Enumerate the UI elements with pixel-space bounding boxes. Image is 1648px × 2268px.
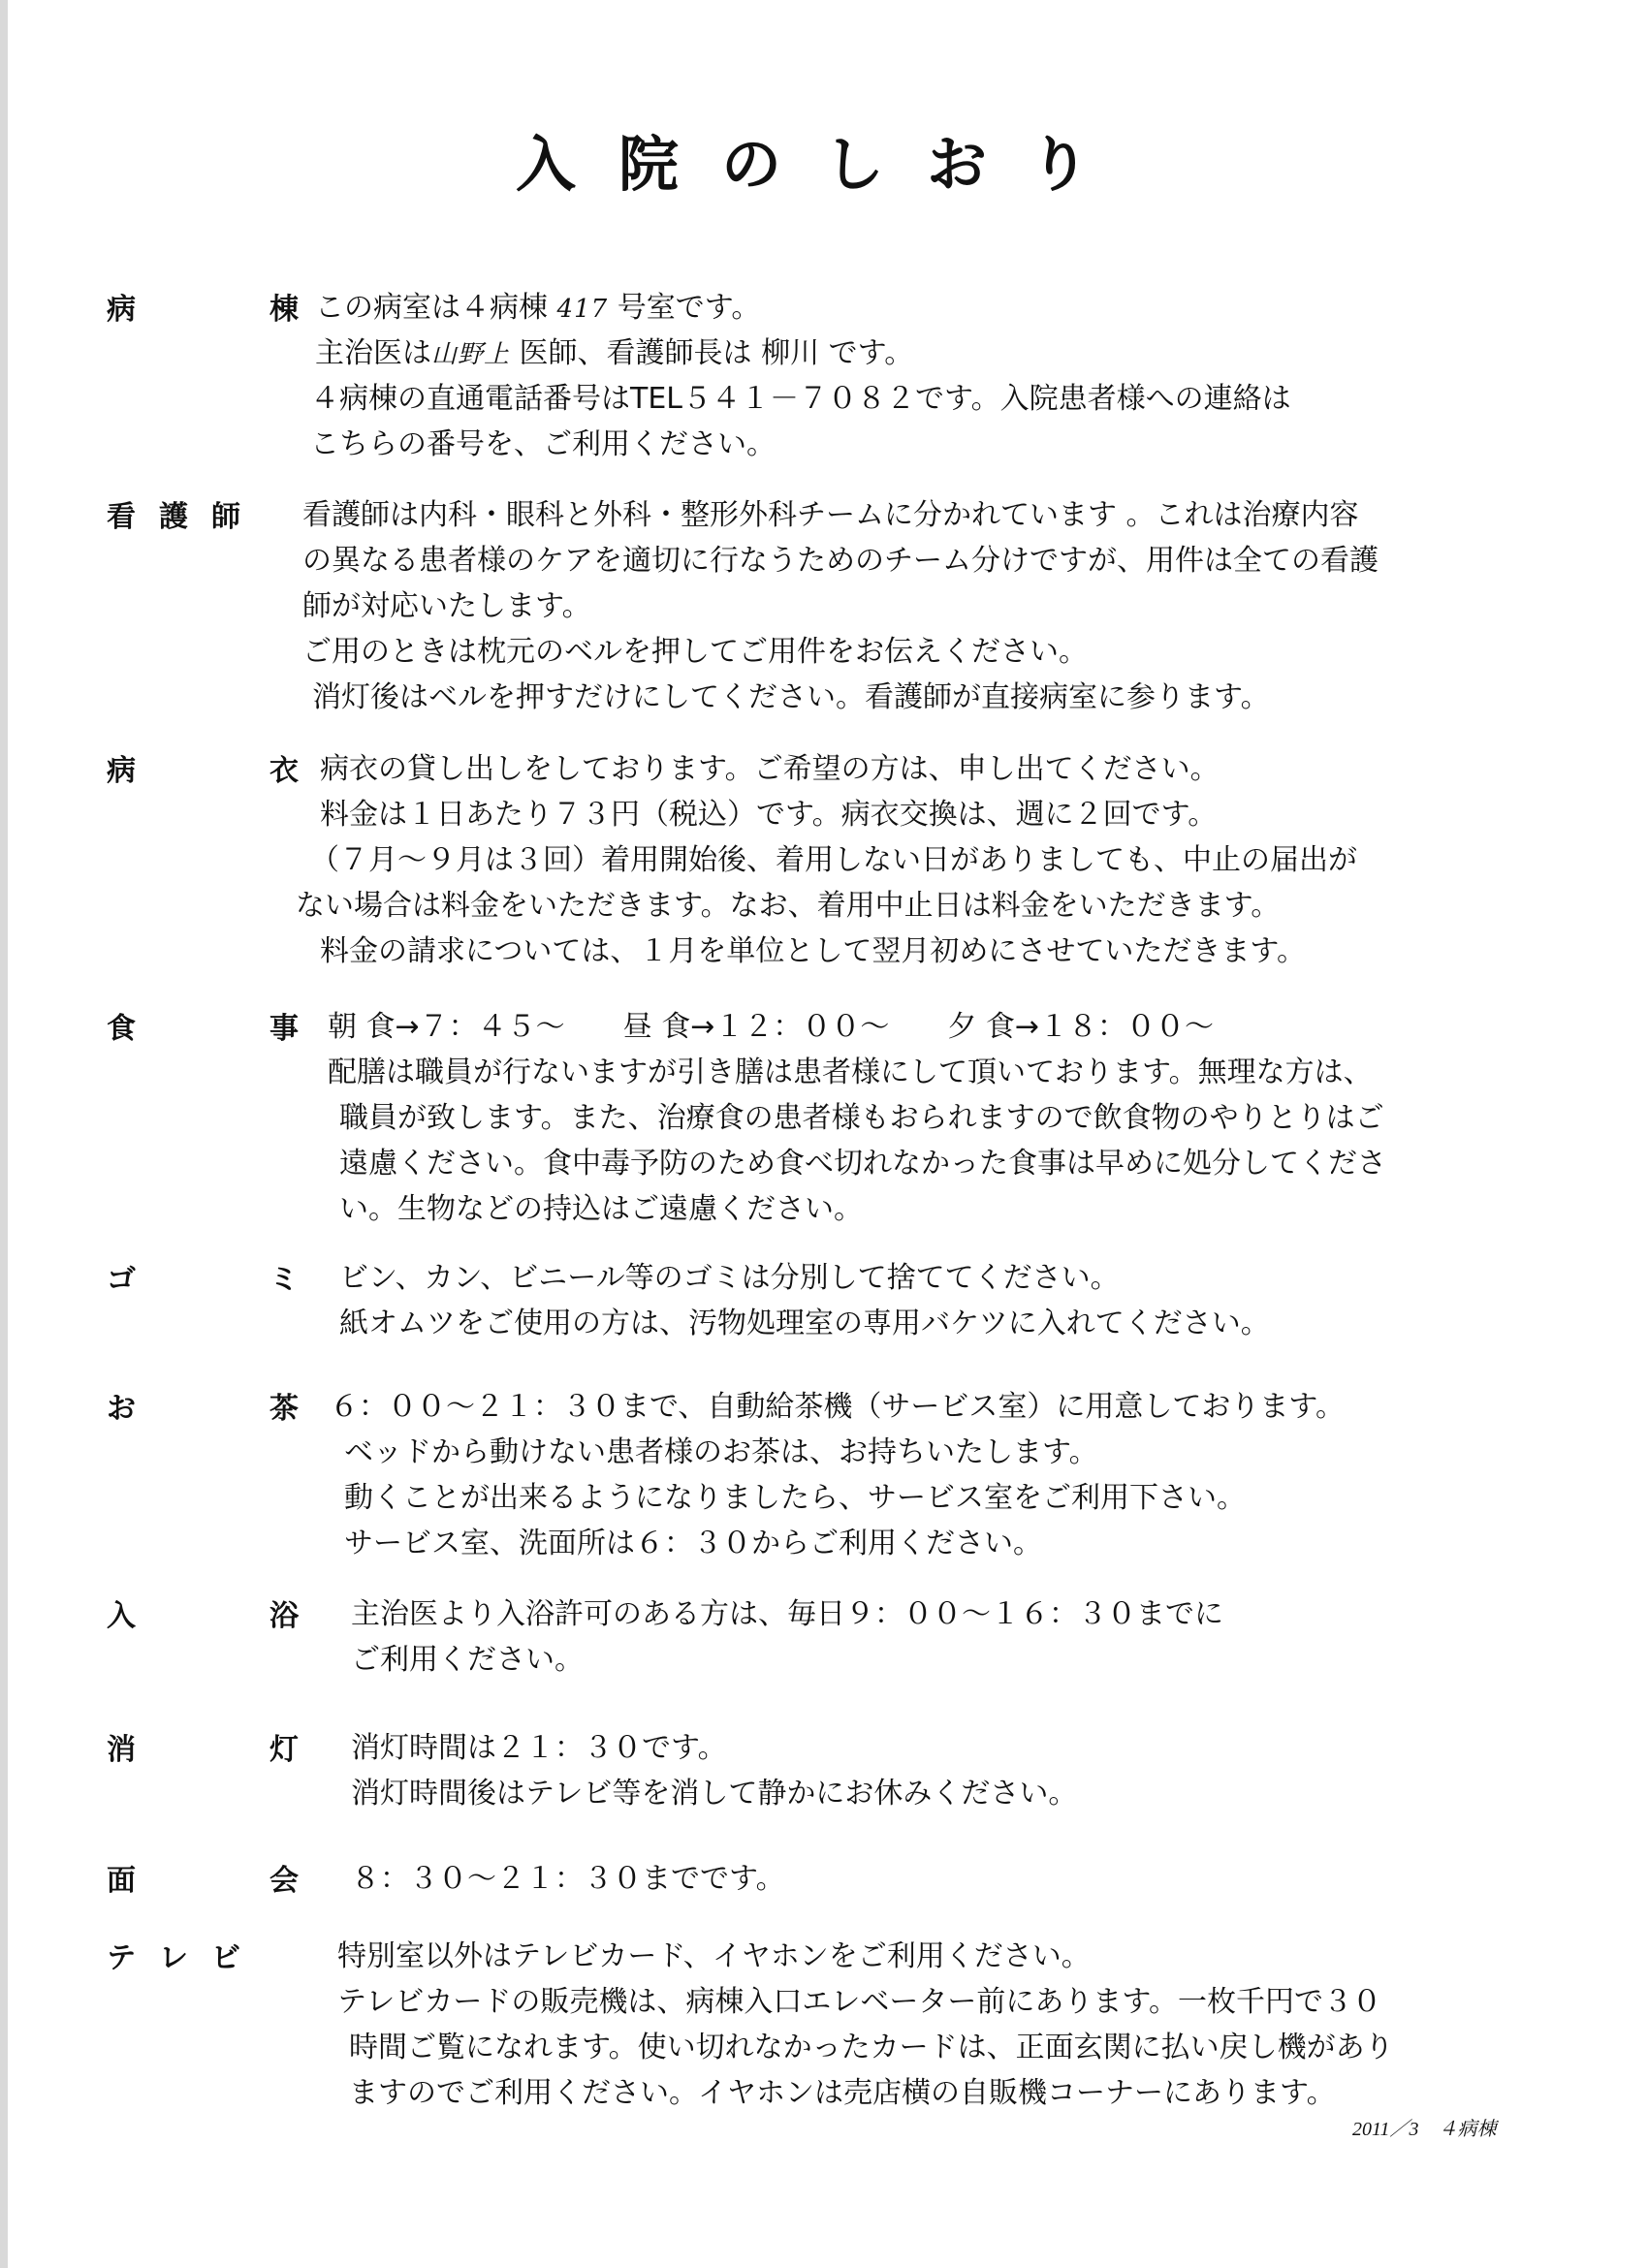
- section-label: [107, 1591, 301, 1634]
- body-text: サービス室、洗面所は６：３０からご利用ください。: [344, 1527, 1042, 1560]
- handwritten-entry: 山野上: [431, 340, 511, 369]
- body-text: 消灯時間後はテレビ等を消して静かにお休みください。: [351, 1777, 1078, 1811]
- body-line: [302, 629, 1524, 675]
- body-line: [315, 331, 1537, 376]
- section-label-char: 事: [269, 1012, 301, 1046]
- section-label-char: ビ: [211, 1941, 242, 1975]
- body-text: ８：３０～２１：３０までです。: [351, 1862, 785, 1896]
- section-label: [107, 1384, 301, 1427]
- body-line: [337, 1934, 1559, 1979]
- body-line: [310, 422, 1537, 467]
- body-line: [339, 1301, 1561, 1346]
- body-text: 看護師は内科・眼科と外科・整形外科チームに分かれています 。これは治療内容: [302, 498, 1359, 532]
- body-line: [339, 1186, 1549, 1232]
- body-line: [310, 837, 1537, 883]
- section-label-char: 護: [159, 500, 190, 534]
- body-text: 号室です。: [608, 291, 761, 325]
- section-label: [107, 285, 301, 328]
- section-body: [328, 1004, 1549, 1232]
- body-line: [296, 883, 1537, 929]
- section-label: [107, 1934, 242, 1976]
- body-line: [351, 1591, 1572, 1637]
- body-line: [344, 1521, 1556, 1566]
- body-text: 職員が致します。また、治療食の患者様もおられますので飲食物のやりとりはご: [339, 1101, 1384, 1135]
- section-label-char: 師: [211, 500, 242, 534]
- section-body: [337, 1934, 1559, 2116]
- section-label: [107, 1856, 301, 1899]
- body-text: 紙オムツをご使用の方は、汚物処理室の専用バケツに入れてください。: [339, 1307, 1270, 1340]
- body-text: 病衣の貸し出しをしております。ご希望の方は、申し出てください。: [320, 752, 1220, 786]
- body-text: い。生物などの持込はご遠慮ください。: [339, 1192, 863, 1226]
- section-body: [330, 1384, 1556, 1566]
- section-body: [310, 285, 1537, 467]
- body-line: [351, 1856, 1572, 1902]
- body-line: [339, 1255, 1561, 1301]
- body-line: [339, 1095, 1549, 1141]
- body-text: 特別室以外はテレビカード、イヤホンをご利用ください。: [337, 1939, 1091, 1973]
- body-line: [344, 1430, 1556, 1475]
- section-label-char: 消: [107, 1733, 138, 1767]
- section-label-char: 入: [107, 1599, 138, 1633]
- body-line: [310, 376, 1537, 422]
- section-label: [107, 746, 301, 789]
- section-label-char: 看: [107, 500, 138, 534]
- section-label-char: 食: [107, 1012, 138, 1046]
- section-label-char: 会: [269, 1864, 301, 1898]
- body-line: [330, 1384, 1556, 1430]
- section-label-char: 衣: [269, 754, 301, 788]
- body-line: [328, 1050, 1549, 1095]
- body-text: ベッドから動けない患者様のお茶は、お持ちいたします。: [344, 1435, 1098, 1469]
- body-text: （７月～９月は３回）着用開始後、着用しない日がありましても、中止の届出が: [310, 843, 1357, 877]
- body-text: 医師、看護師長は 柳川 です。: [510, 336, 914, 370]
- body-line: [302, 538, 1524, 583]
- footer-note: 2011／3 ４病棟: [1352, 2119, 1497, 2140]
- section-label-char: 茶: [269, 1392, 301, 1426]
- section-label-char: 面: [107, 1864, 138, 1898]
- body-line: [320, 929, 1537, 974]
- body-text: 消灯時間は２１：３０です。: [351, 1731, 727, 1765]
- body-text: ご利用ください。: [351, 1643, 584, 1677]
- section-body: [302, 492, 1524, 720]
- body-line: [351, 1725, 1572, 1771]
- section-body: [339, 1255, 1561, 1346]
- body-line: [351, 1637, 1572, 1683]
- body-text: 師が対応いたします。: [302, 589, 591, 623]
- section-label: [107, 492, 242, 535]
- body-text: テレビカードの販売機は、病棟入口エレベーター前にあります。一枚千円で３０: [337, 1985, 1381, 2019]
- section-label-char: ゴ: [107, 1263, 138, 1297]
- section-label-char: 灯: [269, 1733, 301, 1767]
- section-label: [107, 1004, 301, 1047]
- body-line: [344, 1475, 1556, 1521]
- section-body: [351, 1591, 1572, 1683]
- section-label-char: ミ: [269, 1263, 301, 1297]
- section-label-char: 浴: [269, 1599, 301, 1633]
- section-label-char: テ: [107, 1941, 138, 1975]
- body-text: 消灯後はベルを押すだけにしてください。看護師が直接病室に参ります。: [312, 680, 1270, 714]
- body-line: [328, 1004, 1549, 1050]
- body-line: [320, 746, 1537, 792]
- section-label-char: 棟: [269, 293, 301, 327]
- body-line: [349, 2025, 1559, 2070]
- section-body: [296, 746, 1537, 974]
- body-text: 料金の請求については、１月を単位として翌月初めにさせていただきます。: [320, 934, 1306, 968]
- body-text: こちらの番号を、ご利用ください。: [310, 427, 776, 461]
- body-text: の異なる患者様のケアを適切に行なうためのチーム分けですが、用件は全ての看護: [302, 544, 1379, 578]
- section-label-char: レ: [159, 1941, 190, 1975]
- body-text: ４病棟の直通電話番号はTEL５４１－７０８２です。入院患者様への連絡は: [310, 382, 1291, 416]
- body-text: 主治医より入浴許可のある方は、毎日９：００～１６：３０までに: [351, 1597, 1223, 1631]
- body-text: 動くことが出来るようになりましたら、サービス室をご利用下さい。: [344, 1481, 1246, 1515]
- section-label-char: お: [107, 1392, 138, 1426]
- page-title: 入院のしおり: [515, 129, 1132, 200]
- handwritten-entry: 417: [556, 295, 609, 324]
- body-text: 主治医は: [315, 336, 431, 370]
- body-line: [302, 583, 1524, 629]
- body-line: [302, 492, 1524, 538]
- body-line: [315, 285, 1537, 331]
- body-text: ない場合は料金をいただきます。なお、着用中止日は料金をいただきます。: [296, 889, 1281, 923]
- body-text: 料金は１日あたり７３円（税込）です。病衣交換は、週に２回です。: [320, 798, 1218, 832]
- section-body: [351, 1856, 1572, 1902]
- section-label: [107, 1725, 301, 1768]
- body-text: 遠慮ください。食中毒予防のため食べ切れなかった食事は早めに処分してくださ: [339, 1147, 1386, 1181]
- body-text: ビン、カン、ビニール等のゴミは分別して捨ててください。: [339, 1261, 1120, 1295]
- section-label: [107, 1255, 301, 1298]
- body-text: 時間ご覧になれます。使い切れなかったカードは、正面玄関に払い戻し機があり: [349, 2031, 1394, 2064]
- body-text: この病室は４病棟: [315, 291, 557, 325]
- body-text: ご用のときは枕元のベルを押してご用件をお伝えください。: [302, 635, 1088, 669]
- section-label-char: 病: [107, 293, 138, 327]
- body-line: [320, 792, 1537, 837]
- body-text: ６：００～２１：３０まで、自動給茶機（サービス室）に用意しております。: [330, 1390, 1345, 1424]
- section-body: [351, 1725, 1572, 1816]
- body-text: ますのでご利用ください。イヤホンは売店横の自販機コーナーにあります。: [349, 2076, 1336, 2110]
- body-line: [337, 1979, 1559, 2025]
- body-text: 朝 食→７：４５～ 昼 食→１２：００～ 夕 食→１８：００～: [328, 1010, 1215, 1044]
- body-line: [312, 675, 1524, 720]
- body-text: 配膳は職員が行ないますが引き膳は患者様にして頂いております。無理な方は、: [328, 1055, 1373, 1089]
- body-line: [339, 1141, 1549, 1186]
- body-line: [349, 2070, 1559, 2116]
- section-label-char: 病: [107, 754, 138, 788]
- body-line: [351, 1771, 1572, 1816]
